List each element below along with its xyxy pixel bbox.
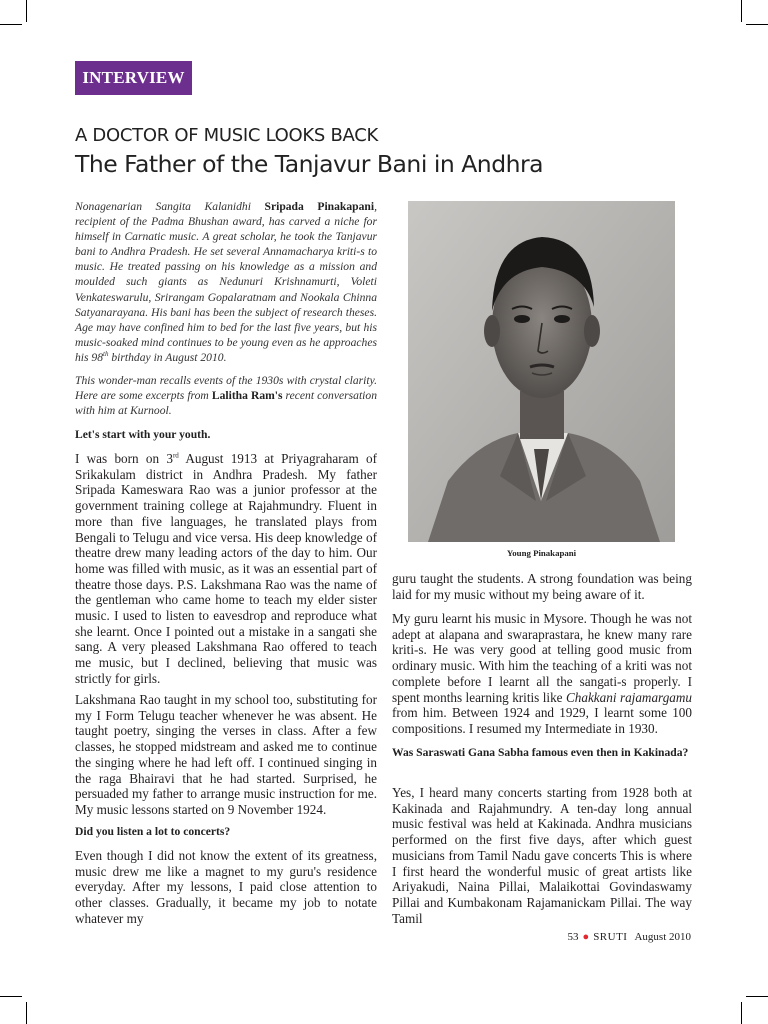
answer-paragraph: guru taught the students. A strong foundation was being laid for my music without my being aware of it. bbox=[392, 571, 692, 602]
intro-paragraph: Nonagenarian Sangita Kalanidhi Sripada Pinakapani, recipient of the Padma Bhushan award, has carved a niche for himself in Carnatic music. A great scholar, he took the Tanjavur bani to Andhra Pradesh. He set several Annamacharya kriti-s to music. He treated passing on his knowledge as a mission and moulded such giants as Nedunuri Krishnamurti, Voleti Venkateswarulu, Srirangam Gopalaratnam and Nookala Chinna Satyanarayana. His bani has been the subject of research theses. Age may have confined him to bed for the last five years, but his music-soaked mind continues to be young even as he approaches his 98th birthday in August 2010. bbox=[75, 200, 377, 364]
magazine-name: SRUTI bbox=[593, 931, 628, 943]
article-kicker: A DOCTOR OF MUSIC LOOKS BACK bbox=[75, 125, 378, 146]
answer-paragraph: Yes, I heard many concerts starting from 1928 both at Kakinada and Rajahmundry. A ten-day long annual music festival was held at Kakinada. Andhra musicians performed on the first five days, after which guest musicians from Tamil Nadu gave concerts This is where I first heard the wonderful music of great artists like Ariyakudi, Naina Pillai, Malaikottai Govindaswamy Pillai and Kumbakonam Rajamanickam Pillai. The way Tamil bbox=[392, 785, 692, 926]
crop-mark bbox=[0, 996, 22, 997]
answer-paragraph: Even though I did not know the extent of its greatness, music drew me like a magnet to my guru's residence everyday. After my lessons, I paid close attention to other classes. Gradually, it became my job to notate whatever my bbox=[75, 848, 377, 926]
crop-mark bbox=[741, 0, 742, 22]
question-sabha: Was Saraswati Gana Sabha famous even then in Kakinada? bbox=[392, 746, 689, 759]
intro-byline: This wonder-man recalls events of the 1930s with crystal clarity. Here are some excerpts from Lalitha Ram's recent conversation with him at Kurnool. bbox=[75, 374, 377, 418]
question-youth: Let's start with your youth. bbox=[75, 428, 211, 441]
crop-mark bbox=[26, 0, 27, 22]
answer-paragraph: Lakshmana Rao taught in my school too, substituting for my I Form Telugu teacher whenever he was absent. He taught poetry, singing the verses in class. After a few classes, he stopped midstream and asked me to continue the singing where he had left off. I continued singing in the raga Bhairavi that he had started. Surprised, he persuaded my father to arrange music instruction for me. My music lessons started on 9 November 1924. bbox=[75, 692, 377, 817]
portrait-photo bbox=[408, 201, 675, 542]
question-concerts: Did you listen a lot to concerts? bbox=[75, 825, 231, 838]
answer-paragraph: My guru learnt his music in Mysore. Though he was not adept at alapana and swaraprastara, he knew many rare kriti-s. He was very good at telling good music from ordinary music. With him the teaching of a kriti was not complete before I learnt all the sangati-s properly. I spent months learning kritis like Chakkani rajamargamu from him. Between 1924 and 1929, I learnt some 100 compositions. I resumed my Intermediate in 1930. bbox=[392, 611, 692, 736]
page-footer bbox=[568, 931, 691, 943]
issue-date: August 2010 bbox=[634, 931, 691, 943]
article-title: The Father of the Tanjavur Bani in Andhra bbox=[75, 150, 544, 178]
portrait-illustration bbox=[408, 201, 675, 542]
crop-mark bbox=[741, 1002, 742, 1024]
photo-caption: Young Pinakapani bbox=[506, 548, 577, 558]
answer-paragraph: I was born on 3rd August 1913 at Priyagraharam of Srikakulam district in Andhra Pradesh. My father Sripada Kameswara Rao was a junior professor at the government training college at Rajahmundry. Fluent in more than five languages, he translated plays from Bengali to Telugu and vice versa. His deep knowledge of theatre drew many leading actors of the day to him. Our home was filled with music, as it was an essential part of theatre those days. P.S. Lakshmana Rao was the name of the gentleman who came home to teach my elder sister music. I used to listen to eavesdrop and reproduce what she learnt. Once I pointed out a mistake in a sangati she sang. A very pleased Lakshmana Rao offered to teach me music, but I declined, believing that music was strictly for girls. bbox=[75, 451, 378, 686]
crop-mark bbox=[0, 24, 22, 25]
section-badge: INTERVIEW bbox=[75, 61, 192, 95]
page-number: 53 bbox=[567, 931, 579, 943]
crop-mark bbox=[26, 1002, 27, 1024]
crop-mark bbox=[746, 24, 768, 25]
crop-mark bbox=[746, 996, 768, 997]
bullet-icon: ● bbox=[582, 931, 590, 943]
